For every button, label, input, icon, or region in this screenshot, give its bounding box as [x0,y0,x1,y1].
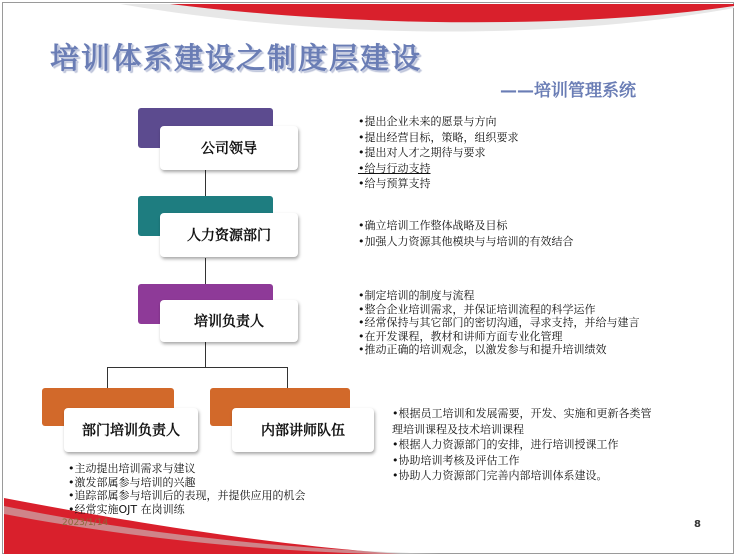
training-owner-box: 培训负责人 [160,300,298,342]
list-item: •经常实施OJT 在岗训练 [68,502,185,516]
connector-horizontal [107,367,288,368]
list-item: •提出企业未来的愿景与方向 [358,115,497,128]
list-item: •制定培训的制度与流程 [358,289,475,302]
internal-lecturer-box: 内部讲师队伍 [232,408,374,452]
connector-company-hr [205,170,206,196]
page-subtitle: ——培训管理系统 [500,81,636,101]
list-item: 理培训课程及技术培训课程 [392,422,524,436]
list-item: •在开发课程，教材和讲师方面专业化管理 [358,329,563,343]
list-item: •追踪部属参与培训后的表现，并提供应用的机会 [68,489,306,502]
company-bullets [358,114,519,192]
hr-department-box: 人力资源部门 [160,213,298,257]
list-item: •提出经营目标，策略，组织要求 [358,130,519,144]
list-item: •主动提出培训需求与建议 [68,462,196,475]
lecturer-bullets [392,406,652,484]
page-title: 培训体系建设之制度层建设 [50,41,423,75]
footer-date: 2023/1/14 [62,518,109,528]
owner-bullets [358,289,640,357]
connector-to-dept [107,367,108,389]
connector-to-lecturer [287,367,288,389]
list-item: •激发部属参与培训的兴趣 [68,475,196,489]
list-item: •给与预算支持 [358,177,431,190]
list-item: •根据人力资源部门的安排，进行培训授课工作 [392,438,619,451]
list-item: •给与行动支持 [358,161,431,175]
dept-trainer-box: 部门培训负责人 [64,408,198,452]
list-item: •经常保持与其它部门的密切沟通，寻求支持，并给与建言 [358,316,640,329]
connector-owner-down [205,342,206,368]
list-item: •提出对人才之期待与要求 [358,146,486,159]
list-item: •加强人力资源其他模块与与培训的有效结合 [358,234,574,248]
list-item: •推动正确的培训观念，以激发参与和提升培训绩效 [358,343,607,356]
page-number: 8 [694,519,701,530]
dept-bullets [68,462,306,516]
connector-hr-owner [205,258,206,284]
list-item: •确立培训工作整体战略及目标 [358,219,508,232]
list-item: •根据员工培训和发展需要，开发、实施和更新各类管 [392,407,652,420]
company-leader-box: 公司领导 [160,126,298,170]
list-item: •协助人力资源部门完善内部培训体系建设。 [392,469,608,482]
hr-bullets [358,218,574,249]
list-item: •整合企业培训需求，并保证培训流程的科学运作 [358,302,596,316]
list-item: •协助培训考核及评估工作 [392,453,520,467]
